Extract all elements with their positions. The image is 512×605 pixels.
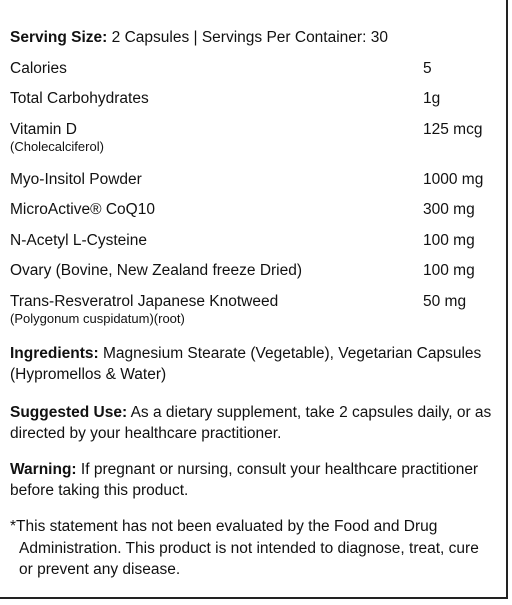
- nutrient-amount: 5: [423, 60, 432, 77]
- warning-label: Warning:: [10, 461, 77, 478]
- ingredients-paragraph: [10, 343, 496, 385]
- nutrient-name: Vitamin D: [10, 121, 77, 138]
- nutrient-subname: (Polygonum cuspidatum)(root): [10, 311, 185, 326]
- disclaimer-line-1: *This statement has not been evaluated by the Food and Drug: [10, 518, 438, 535]
- suggested-use-label: Suggested Use:: [10, 404, 128, 421]
- serving-size-text: 2 Capsules | Servings Per Container: 30: [107, 29, 388, 46]
- fda-disclaimer: [10, 516, 500, 581]
- serving-info: [10, 28, 388, 48]
- serving-size-label: Serving Size:: [10, 29, 108, 46]
- nutrient-amount: 100 mg: [423, 232, 475, 249]
- nutrient-name: Myo-Insitol Powder: [10, 171, 142, 188]
- nutrient-amount: 1000 mg: [423, 171, 484, 188]
- warning-text: If pregnant or nursing, consult your healthcare practitioner before taking this product.: [10, 461, 479, 499]
- suggested-use-text: As a dietary supplement, take 2 capsules daily, or as directed by your healthcare practitioner.: [10, 404, 492, 442]
- nutrient-name: Ovary (Bovine, New Zealand freeze Dried): [10, 262, 303, 279]
- nutrient-amount: 300 mg: [423, 201, 475, 218]
- nutrient-name: Total Carbohydrates: [10, 90, 149, 107]
- nutrient-amount: 100 mg: [423, 262, 475, 279]
- nutrient-name: MicroActive® CoQ10: [10, 201, 155, 218]
- disclaimer-line-3: or prevent any disease.: [19, 561, 181, 578]
- nutrient-name: Trans-Resveratrol Japanese Knotweed: [10, 293, 279, 310]
- ingredients-label: Ingredients:: [10, 345, 99, 362]
- ingredients-text: Magnesium Stearate (Vegetable), Vegetarian Capsules (Hypromellos & Water): [10, 345, 482, 383]
- suggested-use-paragraph: [10, 402, 496, 444]
- nutrient-amount: 125 mcg: [423, 121, 483, 138]
- nutrient-name: N-Acetyl L-Cysteine: [10, 232, 147, 249]
- nutrient-name: Calories: [10, 60, 67, 77]
- nutrient-amount: 50 mg: [423, 293, 467, 310]
- nutrient-subname: (Cholecalciferol): [10, 139, 104, 154]
- warning-paragraph: [10, 459, 496, 501]
- disclaimer-line-2: Administration. This product is not intended to diagnose, treat, cure: [19, 539, 479, 557]
- nutrient-amount: 1g: [423, 90, 441, 107]
